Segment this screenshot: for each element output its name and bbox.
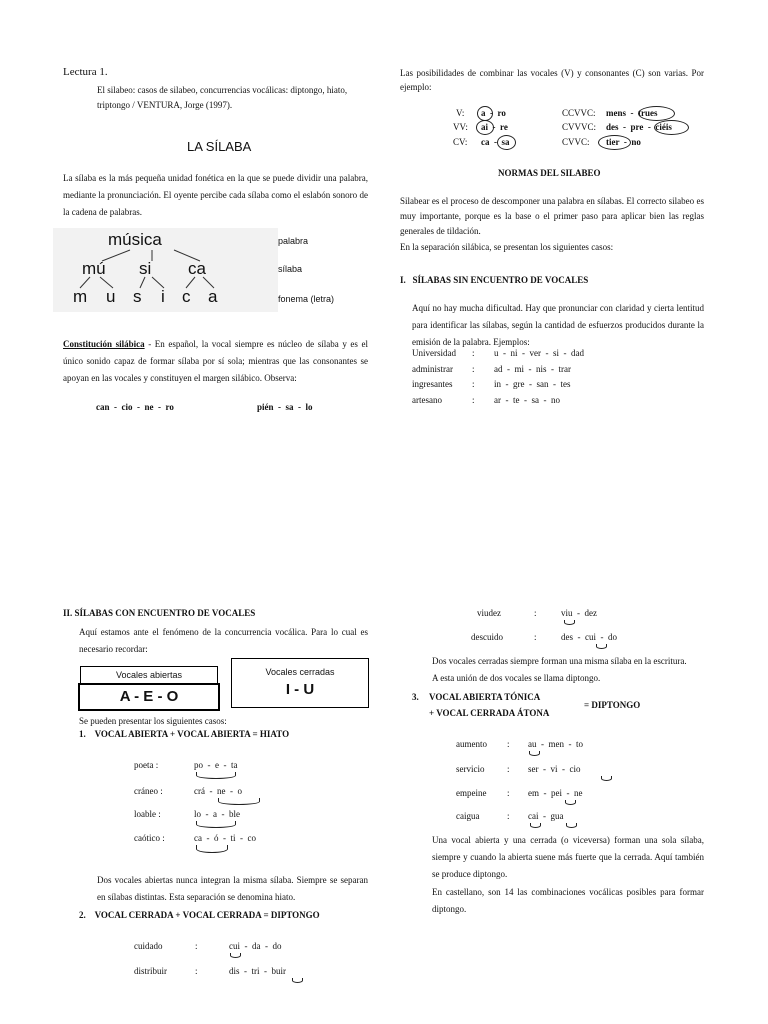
diptongo-arc [529,751,540,756]
diagram-label-word: palabra [278,236,309,246]
vowel-circle [598,135,631,150]
constitucion-text: - En español, la vocal siempre es núcleo de sílaba y es el único sonido capaz de formar sílaba por sí sola; mientras que las consonantes se apoyan en las vocales y constituyen el margen silábico. Observa: [63,339,368,383]
example-cancionero: can - cio - ne - ro [96,402,174,412]
hiato-arc [218,798,260,805]
sec1-word-3: ingresantes [412,379,453,389]
sec1-syl-3: in - gre - san - tes [494,379,571,389]
vowel-circle [497,135,516,150]
combo-example-3: ai - re [481,122,508,132]
diagram-letter-1: m [73,287,88,306]
case-3-text: Una vocal abierta y una cerrada (o viceversa) forman una sola sílaba, siempre y cuando la abierta suene más fuerte que la cerrada. Aquí también se produce diptongo. [432,835,704,879]
reference-line-1: El silabeo: casos de silabeo, concurrencias vocálicas: diptongo, hiato, [97,85,348,95]
section-2-title: II. SÍLABAS CON ENCUENTRO DE VOCALES [63,608,256,618]
sec1-syl-2: ad - mi - nis - trar [494,364,571,374]
case-2-colon-3: : [534,608,537,618]
diptongo-arc [566,823,577,828]
reference-line-2: triptongo / VENTURA, Jorge (1997). [97,100,233,110]
case-2-syl-2: dis - tri - buir [229,966,286,976]
case-1-text: Dos vocales abiertas nunca integran la misma sílaba. Siempre se separan en sílabas distintas. Esta separación se denomina hiato. [97,875,368,902]
sec1-word-2: administrar [412,364,453,374]
combinations-intro: Las posibilidades de combinar las vocales (V) y consonantes (C) son varias. Por ejemplo: [400,68,704,92]
diagram-syllable-1: mú [82,259,106,278]
diptongo-arc [564,620,575,625]
constitucion-paragraph [63,336,368,387]
case-1-word-3: loable : [134,809,161,819]
case-3-word-4: caigua [456,811,480,821]
case-3-colon-3: : [507,788,510,798]
case-1-syl-3: lo - a - ble [194,809,240,819]
diagram-letter-3: s [133,287,142,306]
case-2-text-1: Dos vocales cerradas siempre forman una misma sílaba en la escritura. [432,656,687,666]
case-2-syl-4: des - cui - do [561,632,617,642]
combo-pattern-1: V: [456,108,465,118]
open-vowels: A - E - O [78,683,220,711]
case-2-syl-1: cui - da - do [229,941,282,951]
case-3-syl-4: cai - gua [528,811,564,821]
cases-intro: Se pueden presentar los siguientes casos: [79,716,227,726]
case-3-colon-4: : [507,811,510,821]
sec1-colon-2: : [472,364,475,374]
sec1-word-1: Universidad [412,348,456,358]
diptongo-arc [292,978,303,983]
diagram-syllable-2: si [139,259,152,278]
combo-example-4: des - pre - ciéis [606,122,672,132]
case-1-syl-4: ca - ó - ti - co [194,833,256,843]
sec1-syl-1: u - ni - ver - si - dad [494,348,584,358]
case-3-word-3: empeine [456,788,487,798]
case-1-syl-2: crá - ne - o [194,786,242,796]
page-title: LA SÍLABA [187,139,252,154]
vowel-circle [477,106,493,121]
normas-title: NORMAS DEL SILABEO [498,168,601,178]
diptongo-arc [230,953,241,958]
case-1-word-2: cráneo : [134,786,163,796]
diptongo-arc [530,823,541,828]
case-2-word-1: cuidado [134,941,163,951]
case-1-syl-1: po - e - ta [194,760,238,770]
case-3-number: 3. [412,692,419,702]
case-3-colon-2: : [507,764,510,774]
combo-example-5: ca - sa [481,137,510,147]
combo-example-6: tier - no [606,137,641,147]
sec1-colon-3: : [472,379,475,389]
case-3-colon-1: : [507,739,510,749]
closed-vowels-label: Vocales cerradas [265,667,335,677]
case-2-title: 2. VOCAL CERRADA + VOCAL CERRADA = DIPTONGO [79,910,320,920]
sec1-colon-1: : [472,348,475,358]
combo-pattern-5: CV: [453,137,468,147]
diagram-label-syllable: sílaba [278,264,303,274]
diagram-letter-5: c [182,287,191,306]
hiato-arc [196,772,236,779]
case-1-word-1: poeta : [134,760,159,770]
combo-pattern-3: VV: [453,122,468,132]
closed-vowels-box [231,658,369,708]
normas-text-2: En la separación silábica, se presentan los siguientes casos: [400,242,614,252]
case-3-word-1: aumento [456,739,487,749]
example-pienselo: pién - sa - lo [257,402,313,412]
section-2-text: Aquí estamos ante el fenómeno de la concurrencia vocálica. Para lo cual es necesario recordar: [79,627,368,654]
reference [97,83,367,113]
case-1-title: 1. VOCAL ABIERTA + VOCAL ABIERTA = HIATO [79,729,290,739]
case-3-line-1: VOCAL ABIERTA TÓNICA [429,692,541,702]
case-2-colon-2: : [195,966,198,976]
case-3-syl-2: ser - vi - cio [528,764,581,774]
combo-example-1: a - ro [481,108,506,118]
sec1-colon-4: : [472,395,475,405]
sec1-word-4: artesano [412,395,442,405]
case-3-word-2: servicio [456,764,485,774]
case-2-colon-4: : [534,632,537,642]
sec1-syl-4: ar - te - sa - no [494,395,560,405]
case-2-word-2: distribuir [134,966,167,976]
constitucion-title: Constitución silábica [63,339,145,349]
case-3-result: = DIPTONGO [584,700,641,710]
lectura-label: Lectura 1. [63,66,108,78]
diptongo-arc [601,776,612,781]
case-3-syl-1: au - men - to [528,739,583,749]
diptongo-arc [565,800,576,805]
combo-pattern-6: CVVC: [562,137,590,147]
intro-paragraph: La sílaba es la más pequeña unidad fonética en la que se puede dividir una palabra, mediante la pronunciación. El oyente percibe cada sílaba como el eslabón sonoro de la cadena de palabras. [63,173,368,217]
closed-vowels: I - U [285,681,315,698]
case-3-text-2: En castellano, son 14 las combinaciones vocálicas posibles para formar diptongo. [432,887,704,914]
section-1-title: I. SÍLABAS SIN ENCUENTRO DE VOCALES [400,275,589,285]
case-2-text-2: A esta unión de dos vocales se llama diptongo. [432,673,601,683]
case-3-line-2: + VOCAL CERRADA ÁTONA [429,708,550,718]
case-2-syl-3: viu - dez [561,608,597,618]
diagram-syllable-3: ca [188,259,206,278]
case-1-word-4: caótico : [134,833,165,843]
diagram-word: música [108,230,162,249]
combo-example-2: mens - trues [606,108,658,118]
diagram-lines-bottom [70,276,230,290]
open-vowels-label: Vocales abiertas [80,666,218,684]
case-2-word-4: descuido [471,632,503,642]
diagram-letter-6: a [208,287,218,306]
case-2-word-3: viudez [477,608,501,618]
normas-text: Silabear es el proceso de descomponer una palabra en sílabas. El correcto silabeo es muy importante, porque es la base o el primer paso para aplicar bien las reglas generales de tildación. [400,196,704,236]
combo-pattern-4: CVVVC: [562,122,597,132]
diptongo-arc [596,644,607,649]
vowel-circle [476,120,494,135]
hiato-arc [196,821,236,828]
section-1-text: Aquí no hay mucha dificultad. Hay que pronunciar con claridad y cierta lentitud para identificar las sílabas, según la cantidad de esfuerzos producidos durante la emisión de la palabra. Ejemplos: [412,303,704,347]
hiato-arc [196,845,228,853]
case-3-syl-3: em - pei - ne [528,788,583,798]
vowel-circle [654,120,689,135]
vowel-circle [638,106,675,121]
combo-pattern-2: CCVVC: [562,108,596,118]
diagram-letter-2: u [106,287,116,306]
diagram-letter-4: i [161,287,165,306]
case-2-colon-1: : [195,941,198,951]
diagram-label-letter: fonema (letra) [278,294,335,304]
